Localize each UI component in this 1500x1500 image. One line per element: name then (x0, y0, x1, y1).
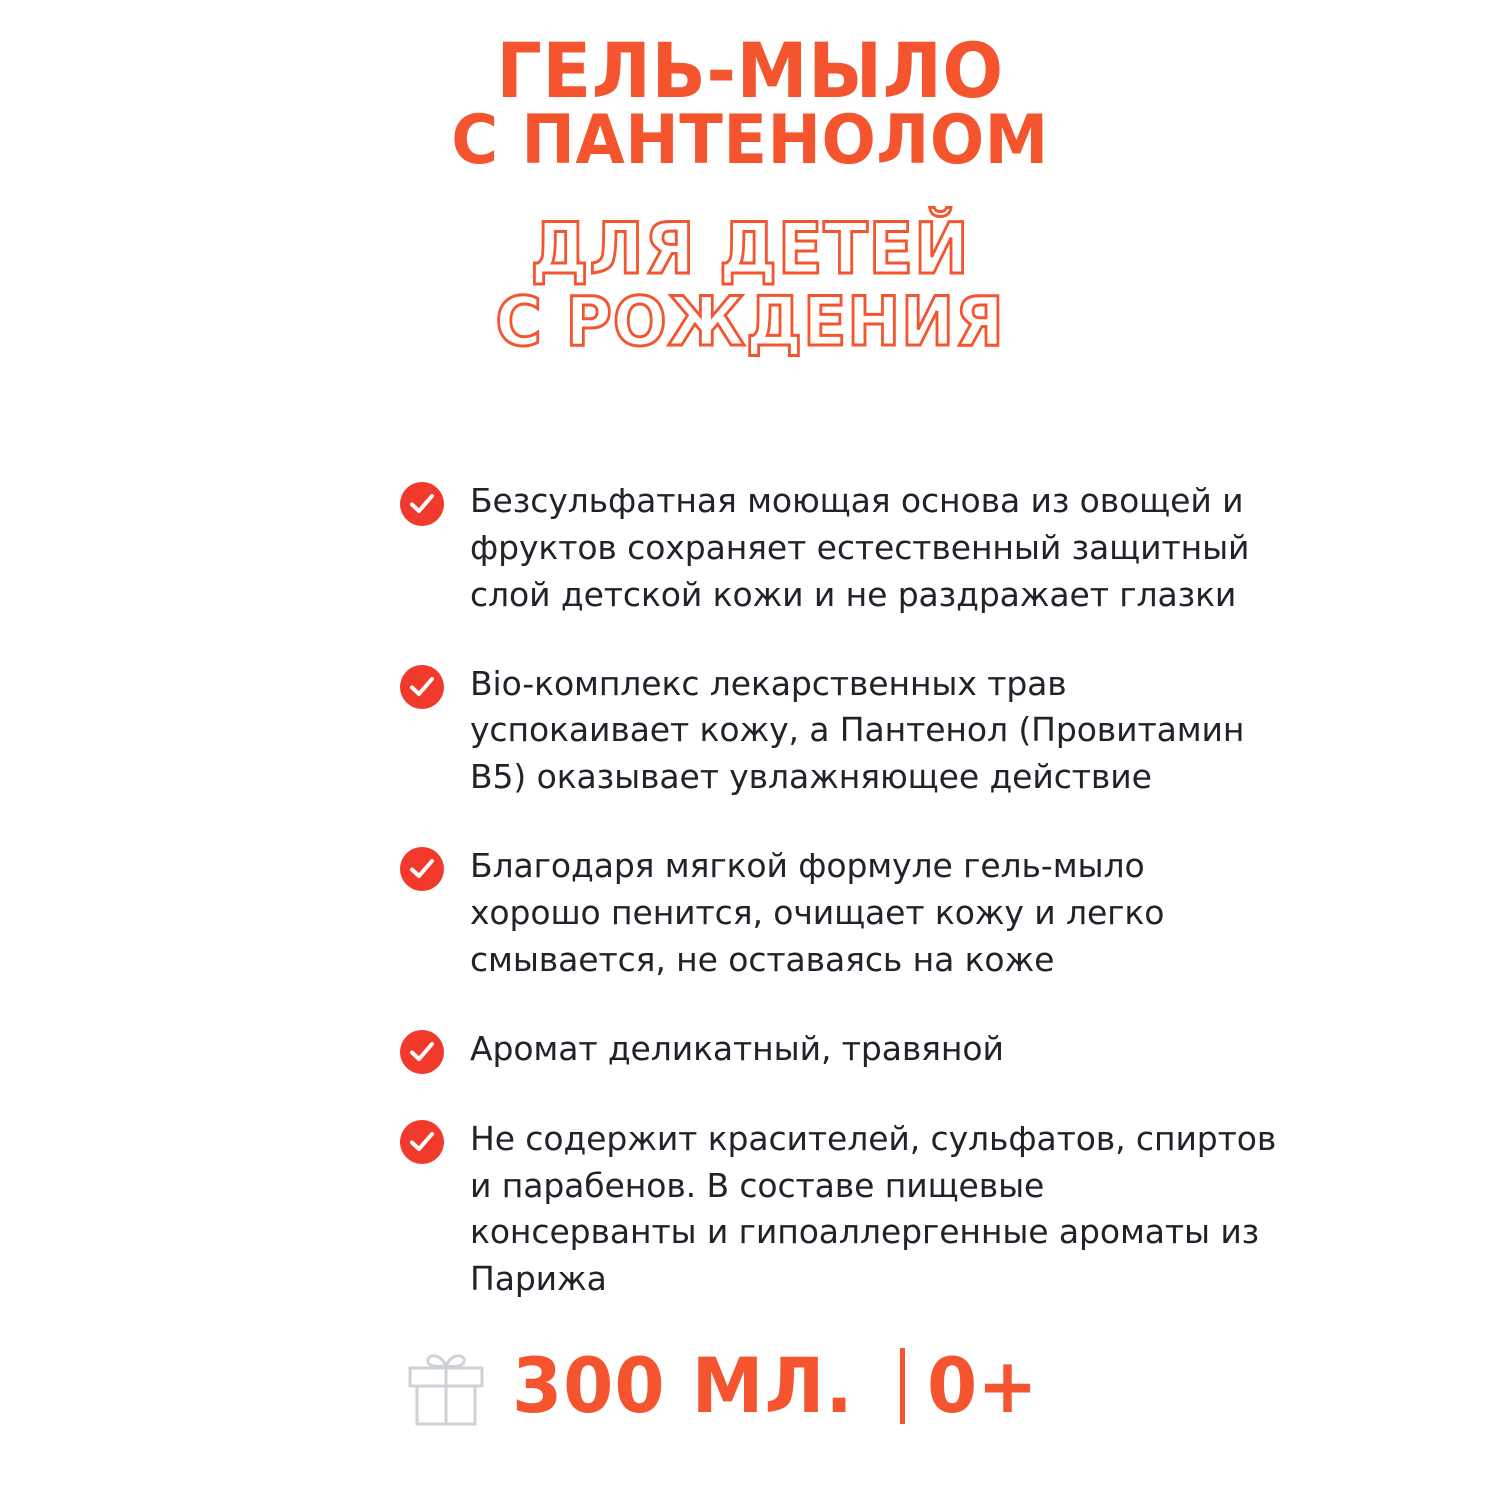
headline-outline (53, 208, 1448, 362)
headline-outline-line-2: С РОЖДЕНИЯ (495, 282, 1005, 362)
headline-line-1: ГЕЛЬ-МЫЛО (496, 26, 1004, 115)
feature-list (400, 478, 1280, 1303)
gift-box-icon (400, 1340, 492, 1432)
list-item (400, 1116, 1280, 1303)
list-item (400, 661, 1280, 802)
footer-divider (900, 1348, 905, 1424)
headline-line-2: С ПАНТЕНОЛОМ (451, 101, 1049, 181)
list-item-label: Благодаря мягкой формуле гель-мыло хорошо пенится, очищает кожу и легко смывается, не оставаясь на коже (470, 846, 1165, 979)
check-circle-icon (400, 665, 444, 709)
list-item-label: Bio-комплекс лекарственных трав успокаивает кожу, а Пантенол (Провитамин B5) оказывает увлажняющее действие (470, 663, 1245, 797)
check-circle-icon (400, 1030, 444, 1074)
list-item (400, 1026, 1280, 1074)
headline-solid (45, 26, 1455, 181)
list-item (400, 478, 1280, 619)
check-circle-icon (400, 1120, 444, 1164)
check-circle-icon (400, 482, 444, 526)
headline-outline-line-1: ДЛЯ ДЕТЕЙ (530, 208, 970, 291)
list-item-label: Аромат деликатный, травяной (470, 1028, 1004, 1068)
volume-footer (400, 1340, 1043, 1432)
age-label: 0+ (926, 1341, 1038, 1430)
volume-label: 300 МЛ. (512, 1341, 854, 1430)
headline-block (0, 26, 1500, 362)
list-item (400, 843, 1280, 984)
list-item-label: Безсульфатная моющая основа из овощей и фруктов сохраняет естественный защитный слой детской кожи и не раздражает глазки (470, 481, 1250, 614)
list-item-label: Не содержит красителей, сульфатов, спиртов и парабенов. В составе пищевые консерванты и гипоаллергенные ароматы из Парижа (470, 1118, 1277, 1299)
check-circle-icon (400, 847, 444, 891)
